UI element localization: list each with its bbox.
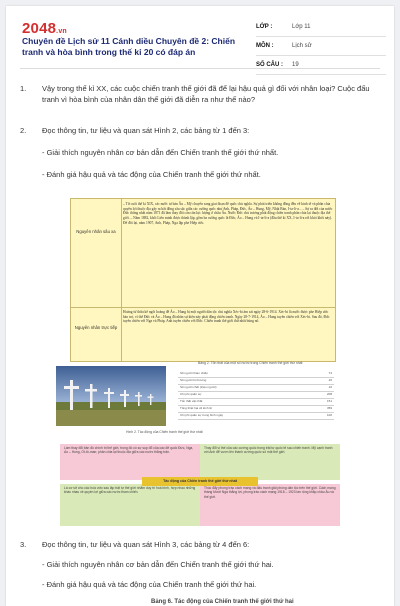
- figure-caption: Hình 2. Tác động của Chiến tranh thế giới thứ nhất: [126, 430, 203, 434]
- question-text: Đọc thông tin, tư liệu và quan sát Hình 2, các bảng từ 1 đến 3:: [42, 126, 250, 135]
- diagram-box: Làm thay đổi bản đồ chính trị thế giới, trong đó có sự sụp đổ của các đế quốc Đức, Nga, Áo – Hung, Ốt-tô-man; phân chia lại thuộc địa giữa các nước thắng trận.: [60, 444, 200, 480]
- row-label: Tổng thiệt hại về kinh tế: [180, 406, 212, 410]
- diagram-center-label: Tác động của Chiến tranh thế giới thứ nhất: [142, 477, 258, 486]
- meta-value: Lớp 11: [292, 24, 311, 30]
- question-bullet: - Giải thích nguyên nhân cơ bản dẫn đến Chiến tranh thế giới thứ hai.: [42, 560, 274, 569]
- meta-key: LỚP :: [256, 24, 273, 30]
- causes-table: [70, 198, 336, 362]
- cemetery-photo: [56, 366, 166, 426]
- table-row-text: – Từ cuối thế kỉ XIX, các nước tư bản Âu – Mỹ chuyển sang giai đoạn đế quốc chủ nghĩa. Sự phát triển không đồng đều về kinh tế và phân chia quyền lợi thuộc địa gây ra bất đồng sâu sắc giữa các cường quốc như Anh, Pháp, Đức, Áo – Hung, Mỹ, Nhật Bản, I-ta-li-a... – Sự ra đời của nước Đức thống nhất năm 1871 đã làm thay đổi cán cân lực lượng ở châu Âu. Nước Đức chủ trương phát động chiến tranh phân chia lại thuộc địa thế giới. – Năm 1882, khối Liên minh được thành lập, gồm ba cường quốc là Đức, Áo – Hung và I-ta-li-a (đầu thế kỉ XX, I-ta-li-a rời khỏi khối này). Để đối lại, năm 1907, Anh, Pháp, Nga lập phe Hiệp ước.: [123, 202, 333, 225]
- question-bullet: - Giải thích nguyên nhân cơ bản dẫn đến Chiến tranh thế giới thứ nhất.: [42, 148, 279, 157]
- table-divider: [121, 199, 122, 361]
- row-label: Chi phí quân sự trung bình ngày: [180, 413, 224, 417]
- table-row-label: Nguyên nhân trực tiếp: [74, 325, 118, 330]
- question-bullet: - Đánh giá hậu quả và tác động của Chiến tranh thế giới thứ nhất.: [42, 170, 261, 179]
- site-logo[interactable]: [22, 20, 67, 37]
- row-value: 20: [328, 378, 332, 382]
- question-number: 1.: [20, 84, 27, 93]
- row-value: 10: [328, 385, 332, 389]
- meta-row-subject: [256, 37, 386, 56]
- meta-value: 19: [292, 62, 299, 68]
- row-label: Số người chết (triệu người): [180, 385, 217, 389]
- page-title: Chuyên đề Lịch sử 11 Cánh diều Chuyên đề 2: Chiến tranh và hòa bình trong thế kỉ 20 có đáp án: [22, 36, 236, 57]
- question-text: Vậy trong thế kỉ XX, các cuộc chiến tranh thế giới đã để lại hậu quả gì đối với nhân loại? Cuộc đấu tranh vì hòa bình của nhân dân thế giới đã diễn ra như thế nào?: [42, 84, 370, 104]
- meta-key: SỐ CÂU :: [256, 62, 283, 68]
- row-label: Số người tham chiến: [180, 371, 208, 375]
- question-text: Đọc thông tin, tư liệu và quan sát Hình 3, các bảng từ 4 đến 6:: [42, 540, 250, 549]
- losses-table: [178, 361, 334, 426]
- table-row: [178, 412, 334, 420]
- document-page: [6, 6, 394, 606]
- impact-diagram: [60, 444, 340, 526]
- table-caption: Bảng 6. Tác động của Chiến tranh thế giới thứ hai: [151, 599, 294, 605]
- meta-value: Lịch sử: [292, 43, 312, 49]
- table-caption: Bảng 2. Tổn thất của một số nước trong Chiến tranh thế giới thứ nhất: [198, 361, 303, 365]
- table-row-text: Hoàng tử thừa kế ngôi hoàng đế Áo – Hung bị một người dân tộc chủ nghĩa Xéc-bi ám sát ngày 28-6-1914. Xéc-bi là nước được phe Hiệp ước bảo trợ, vì thế Đức và Áo – Hung đã nhân sự kiện này phát động chiến tranh. Ngày 28-7-1914, Áo – Hung tuyên chiến với Xéc-bi. Sau đó, Đức tuyên chiến với Nga và Pháp, Anh tuyên chiến với Đức. Chiến tranh thế giới thứ nhất bùng nổ.: [123, 310, 330, 324]
- table-row-label: Nguyên nhân sâu xa: [76, 229, 116, 234]
- logo-suffix: .vn: [56, 28, 67, 35]
- meta-row-class: [256, 18, 386, 37]
- question-bullet: - Đánh giá hậu quả và tác động của Chiến tranh thế giới thứ hai.: [42, 580, 257, 589]
- question-number: 2.: [20, 126, 27, 135]
- row-value: 359: [326, 406, 332, 410]
- header-divider: [20, 68, 380, 69]
- row-label: Chi phí quân sự: [180, 392, 202, 396]
- row-value: 208: [326, 392, 332, 396]
- meta-panel: [256, 18, 386, 75]
- diagram-box: Thúc đẩy phong trào cách mạng và đấu tranh giải phóng dân tộc trên thế giới. Cách mạng tháng Mười Nga thắng lợi, phong trào cách mạng 1918 – 1923 lan rộng khắp châu Âu và thế giới.: [200, 484, 340, 526]
- meta-row-count: [256, 56, 386, 75]
- logo-text: 2048: [22, 20, 57, 37]
- row-label: Tổn thất vật chất: [180, 399, 203, 403]
- diagram-box: Là cơ sở cho các hoà ước sau lập trật tự thế giới nhằm duy trì hoà bình, hợp nhau những khác nhau về quyền lợi giữa các nước tham chiến.: [60, 484, 200, 526]
- question-number: 3.: [20, 540, 27, 549]
- diagram-box: Thay đổi vị thế của các cường quốc trong trật tự quốc tế sau chiến tranh. Mỹ cạnh tranh với Anh để vươn lên thành cường quốc số một thế giới.: [200, 444, 340, 480]
- row-value: 151: [326, 399, 332, 403]
- row-value: 100: [326, 413, 332, 417]
- row-label: Số người bị thương: [180, 378, 207, 382]
- table-row-divider: [71, 307, 335, 308]
- row-value: 74: [328, 371, 332, 375]
- meta-key: MÔN :: [256, 43, 274, 49]
